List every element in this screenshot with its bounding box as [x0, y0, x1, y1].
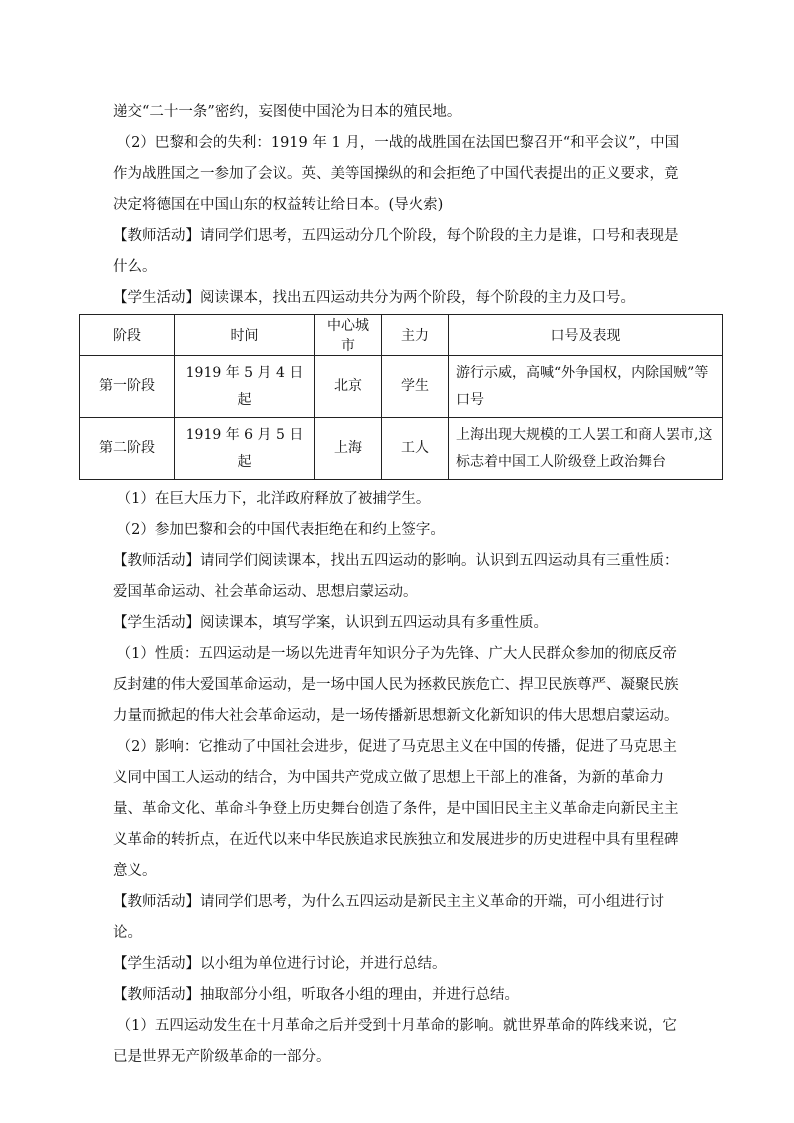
paragraph-student-activity-stages: 【学生活动】阅读课本，找出五四运动共分为两个阶段，每个阶段的主力及口号。 — [113, 290, 635, 306]
table-cell-main-force: 学生 — [382, 356, 449, 418]
table-cell-city: 北京 — [315, 356, 382, 418]
table-cell-slogan: 上海出现大规模的工人罢工和商人罢市,这标志着中国工人阶级登上政治舞台 — [449, 418, 723, 480]
paragraph-result-release: （1）在巨大压力下，北洋政府释放了被捕学生。 — [116, 491, 431, 507]
table-cell-time: 1919 年 5 月 4 日起 — [175, 356, 315, 418]
paragraph-teacher-activity-summary: 【教师活动】抽取部分小组，听取各小组的理由，并进行总结。 — [113, 987, 519, 1003]
table-header-stage: 阶段 — [80, 315, 175, 356]
paragraphs-after-table — [113, 484, 685, 1073]
paragraph-teacher-activity-beginning: 【教师活动】请同学们思考，为什么五四运动是新民主主义革命的开端，可小组进行讨论。 — [113, 894, 664, 941]
table-cell-slogan: 游行示威，高喊“外争国权，内除国贼”等口号 — [449, 356, 723, 418]
paragraph-october-revolution: （1）五四运动发生在十月革命之后并受到十月革命的影响。就世界革命的阵线来说，它已是世界无产阶级革命的一部分。 — [113, 1018, 677, 1065]
table-row — [80, 356, 723, 418]
table-cell-stage: 第一阶段 — [80, 356, 175, 418]
table-cell-stage: 第二阶段 — [80, 418, 175, 480]
stages-table — [79, 314, 723, 480]
paragraph-result-refuse-sign: （2）参加巴黎和会的中国代表拒绝在和约上签字。 — [116, 522, 445, 538]
paragraph-student-activity-nature: 【学生活动】阅读课本，填写学案，认识到五四运动具有多重性质。 — [113, 615, 548, 631]
paragraph-paris-conference: （2）巴黎和会的失利：1919 年 1 月，一战的战胜国在法国巴黎召开“和平会议”，中国作为战胜国之一参加了会议。英、美等国操纵的和会拒绝了中国代表提出的正义要求，竟决定将德国在中国山东的权益转让给日本。(导火索) — [113, 135, 680, 213]
table-header-slogan: 口号及表现 — [449, 315, 723, 356]
table-row — [80, 418, 723, 480]
paragraph-student-activity-discussion: 【学生活动】以小组为单位进行讨论，并进行总结。 — [113, 956, 447, 972]
paragraph-teacher-activity-impact: 【教师活动】请同学们阅读课本，找出五四运动的影响。认识到五四运动具有三重性质：爱国革命运动、社会革命运动、思想启蒙运动。 — [113, 553, 679, 600]
table-cell-city: 上海 — [315, 418, 382, 480]
table-header-main-force: 主力 — [382, 315, 449, 356]
table-header-time: 时间 — [175, 315, 315, 356]
table-header-city: 中心城市 — [315, 315, 382, 356]
table-header-row — [80, 315, 723, 356]
paragraph-impact: （2）影响：它推动了中国社会进步，促进了马克思主义在中国的传播，促进了马克思主义同中国工人运动的结合，为中国共产党成立做了思想上干部上的准备，为新的革命力量、革命文化、革命斗争登上历史舞台创造了条件，是中国旧民主主义革命走向新民主主义革命的转折点，在近代以来中华民族追求民族独立和发展进步的历史进程中具有里程碑意义。 — [113, 739, 679, 879]
paragraph-nature: （1）性质：五四运动是一场以先进青年知识分子为先锋、广大人民群众参加的彻底反帝反封建的伟大爱国革命运动，是一场中国人民为拯救民族危亡、捍卫民族尊严、凝聚民族力量而掀起的伟大社会革命运动，是一场传播新思想新文化新知识的伟大思想启蒙运动。 — [113, 646, 679, 724]
paragraph-teacher-activity-stages: 【教师活动】请同学们思考，五四运动分几个阶段，每个阶段的主力是谁，口号和表现是什么。 — [113, 228, 679, 275]
table-cell-main-force: 工人 — [382, 418, 449, 480]
paragraph-colonial-demand: 递交“二十一条”密约，妄图使中国沦为日本的殖民地。 — [113, 104, 462, 120]
stages-table-container — [79, 314, 722, 480]
document-content — [99, 97, 713, 1073]
table-cell-time: 1919 年 6 月 5 日起 — [175, 418, 315, 480]
